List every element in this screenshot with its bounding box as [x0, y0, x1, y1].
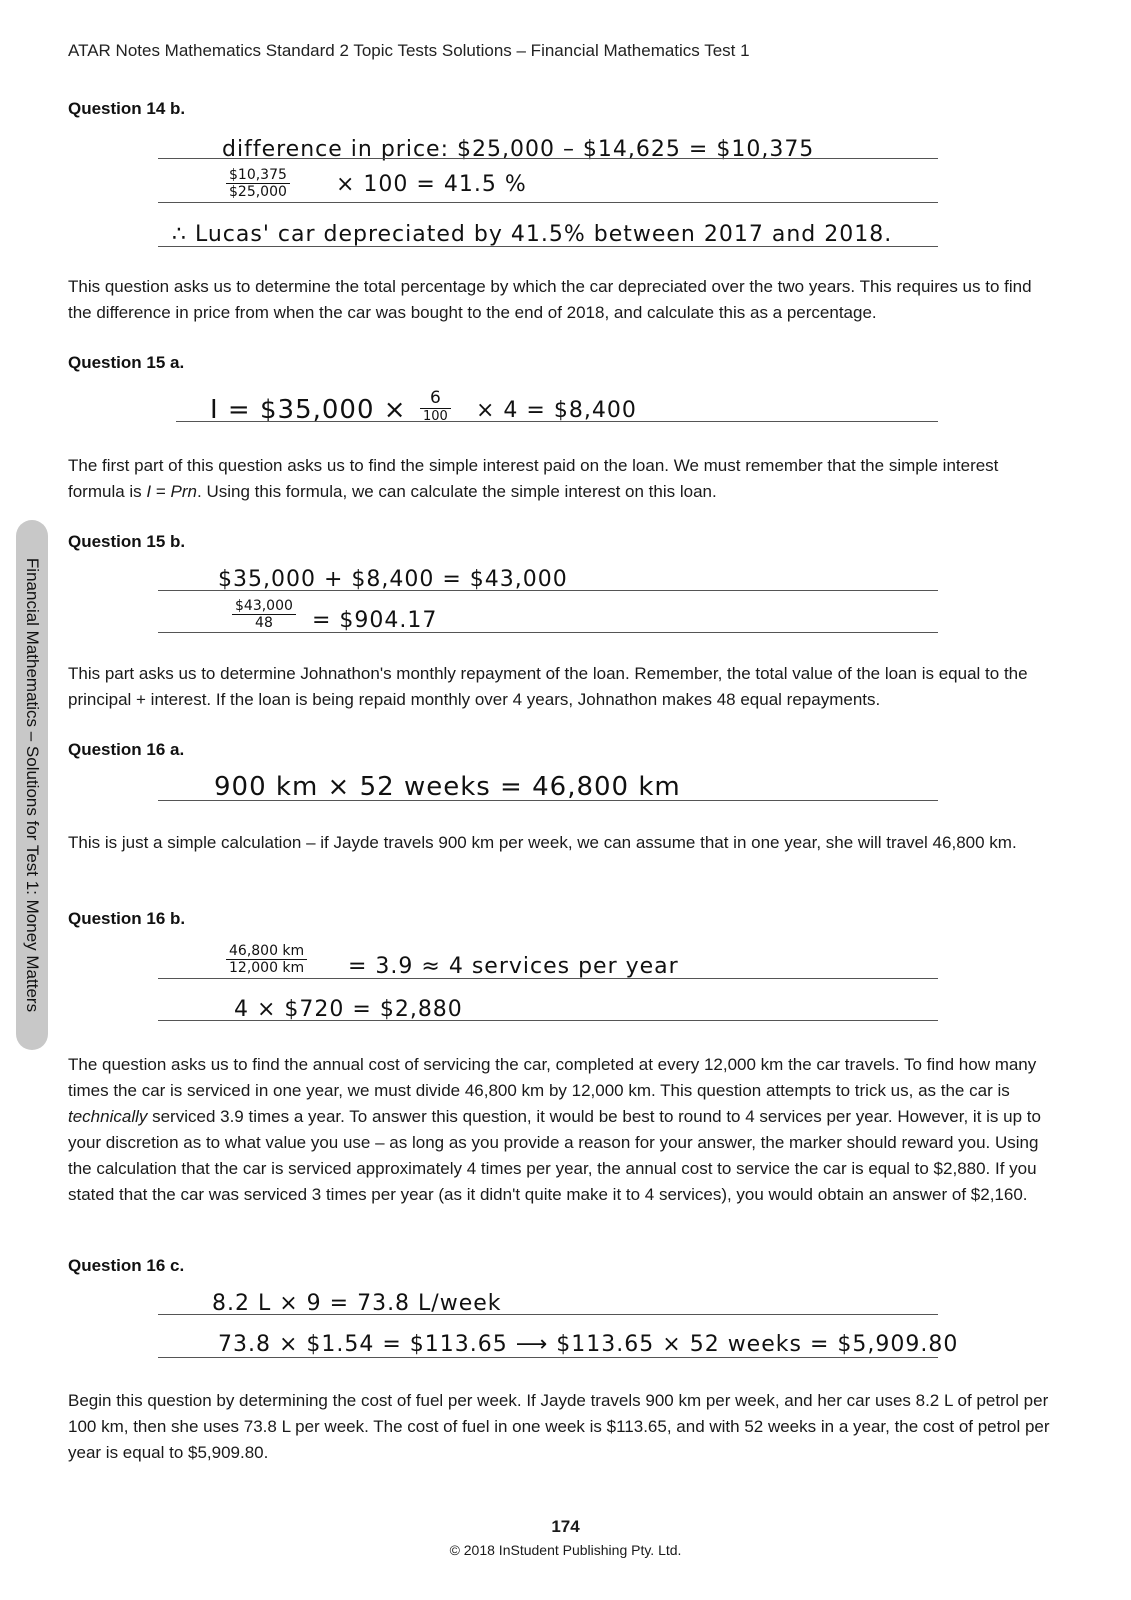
answer-line	[158, 1357, 938, 1358]
question-16b-heading: Question 16 b.	[68, 909, 186, 928]
q15b-working-line-2: = $904.17	[312, 608, 438, 633]
fraction-numerator: 46,800 km	[226, 943, 307, 960]
formula-prn: Prn	[170, 482, 197, 501]
q15b-fraction	[232, 598, 296, 631]
q16a-working-line: 900 km × 52 weeks = 46,800 km	[214, 772, 681, 802]
answer-line	[158, 1020, 938, 1021]
answer-line	[158, 800, 938, 801]
page-header: ATAR Notes Mathematics Standard 2 Topic Tests Solutions – Financial Mathematics Test 1	[68, 41, 750, 60]
answer-line	[158, 978, 938, 979]
q15a-working-part-1: I = $35,000 ×	[210, 395, 407, 425]
q16c-working-line-1: 8.2 L × 9 = 73.8 L/week	[212, 1291, 502, 1316]
text-run: The first part of this question asks us to find the simple interest paid on the loan. We must remember that the simple interest formula is	[68, 456, 999, 501]
fraction-numerator: $10,375	[226, 167, 290, 184]
answer-line	[158, 632, 938, 633]
fraction-denominator: 100	[423, 409, 448, 424]
q16c-working-line-2: 73.8 × $1.54 = $113.65 ⟶ $113.65 × 52 weeks = $5,909.80	[218, 1332, 959, 1357]
answer-line	[176, 421, 938, 422]
q14b-explanation: This question asks us to determine the total percentage by which the car depreciated over the two years. This requires us to find the difference in price from when the car was bought to the end of 2018, and calculate this as a percentage.	[68, 277, 1032, 322]
text-run: =	[151, 482, 171, 501]
question-16a-heading: Question 16 a.	[68, 740, 185, 759]
q15a-working-part-2: × 4 = $8,400	[476, 398, 637, 423]
fraction-denominator: 48	[255, 615, 273, 631]
q15a-fraction	[420, 388, 451, 424]
question-16c-heading: Question 16 c.	[68, 1256, 185, 1275]
q16a-explanation: This is just a simple calculation – if Jayde travels 900 km per week, we can assume that in one year, she will travel 46,800 km.	[68, 833, 1017, 852]
answer-line	[158, 590, 938, 591]
page-number: 174	[551, 1517, 580, 1536]
text-run: . Using this formula, we can calculate the simple interest on this loan.	[197, 482, 717, 501]
answer-line	[158, 246, 938, 247]
answer-line	[158, 158, 938, 159]
q16b-working-line-1: = 3.9 ≈ 4 services per year	[348, 954, 679, 979]
q14b-working-line-2: × 100 = 41.5 %	[336, 172, 527, 197]
fraction-numerator: $43,000	[232, 598, 296, 615]
q14b-conclusion: ∴ Lucas' car depreciated by 41.5% between 2017 and 2018.	[172, 222, 893, 247]
text-run: serviced 3.9 times a year. To answer this question, it would be best to round to 4 services per year. However, it is up to your discretion as to what value you use – as long as you provide a reason for your answer, the marker should reward you. Using the calculation that the car is serviced approximately 4 times per year, the annual cost to service the car is equal to $2,880. If you stated that the car was serviced 3 times per year (as it didn't quite make it to 4 services), you would obtain an answer of $2,160.	[68, 1107, 1041, 1204]
text-run: The question asks us to find the annual cost of servicing the car, completed at every 12,000 km the car travels. To find how many times the car is serviced in one year, we must divide 46,800 km by 12,000 km. This question attempts to trick us, as the car is	[68, 1055, 1037, 1100]
side-tab-label: Financial Mathematics – Solutions for Test 1: Money Matters	[23, 557, 42, 1013]
fraction-numerator: 6	[420, 388, 451, 409]
copyright: © 2018 InStudent Publishing Pty. Ltd.	[449, 1542, 682, 1558]
q15a-explanation	[68, 453, 1058, 505]
question-14b-heading: Question 14 b.	[68, 99, 186, 118]
q16c-explanation: Begin this question by determining the cost of fuel per week. If Jayde travels 900 km per week, and her car uses 8.2 L of petrol per 100 km, then she uses 73.8 L per week. The cost of fuel in one week is $113.65, and with 52 weeks in a year, the cost of petrol per year is equal to $5,909.80.	[68, 1391, 1050, 1462]
q14b-fraction	[226, 167, 290, 200]
question-15a-heading: Question 15 a.	[68, 353, 185, 372]
q15b-explanation: This part asks us to determine Johnathon's monthly repayment of the loan. Remember, the total value of the loan is equal to the principal + interest. If the loan is being repaid monthly over 4 years, Johnathon makes 48 equal repayments.	[68, 664, 1028, 709]
answer-line	[158, 202, 938, 203]
q16b-explanation	[68, 1052, 1058, 1208]
answer-line	[158, 1314, 938, 1315]
emphasis: technically	[68, 1107, 148, 1126]
fraction-denominator: $25,000	[229, 184, 287, 200]
question-15b-heading: Question 15 b.	[68, 532, 186, 551]
fraction-denominator: 12,000 km	[229, 960, 305, 976]
q16b-fraction	[226, 943, 307, 976]
q15b-working-line-1: $35,000 + $8,400 = $43,000	[218, 567, 568, 592]
q14b-working-line-1: difference in price: $25,000 – $14,625 = $10,375	[222, 137, 815, 162]
q16b-working-line-2: 4 × $720 = $2,880	[234, 997, 463, 1022]
formula-i: I	[146, 482, 152, 501]
